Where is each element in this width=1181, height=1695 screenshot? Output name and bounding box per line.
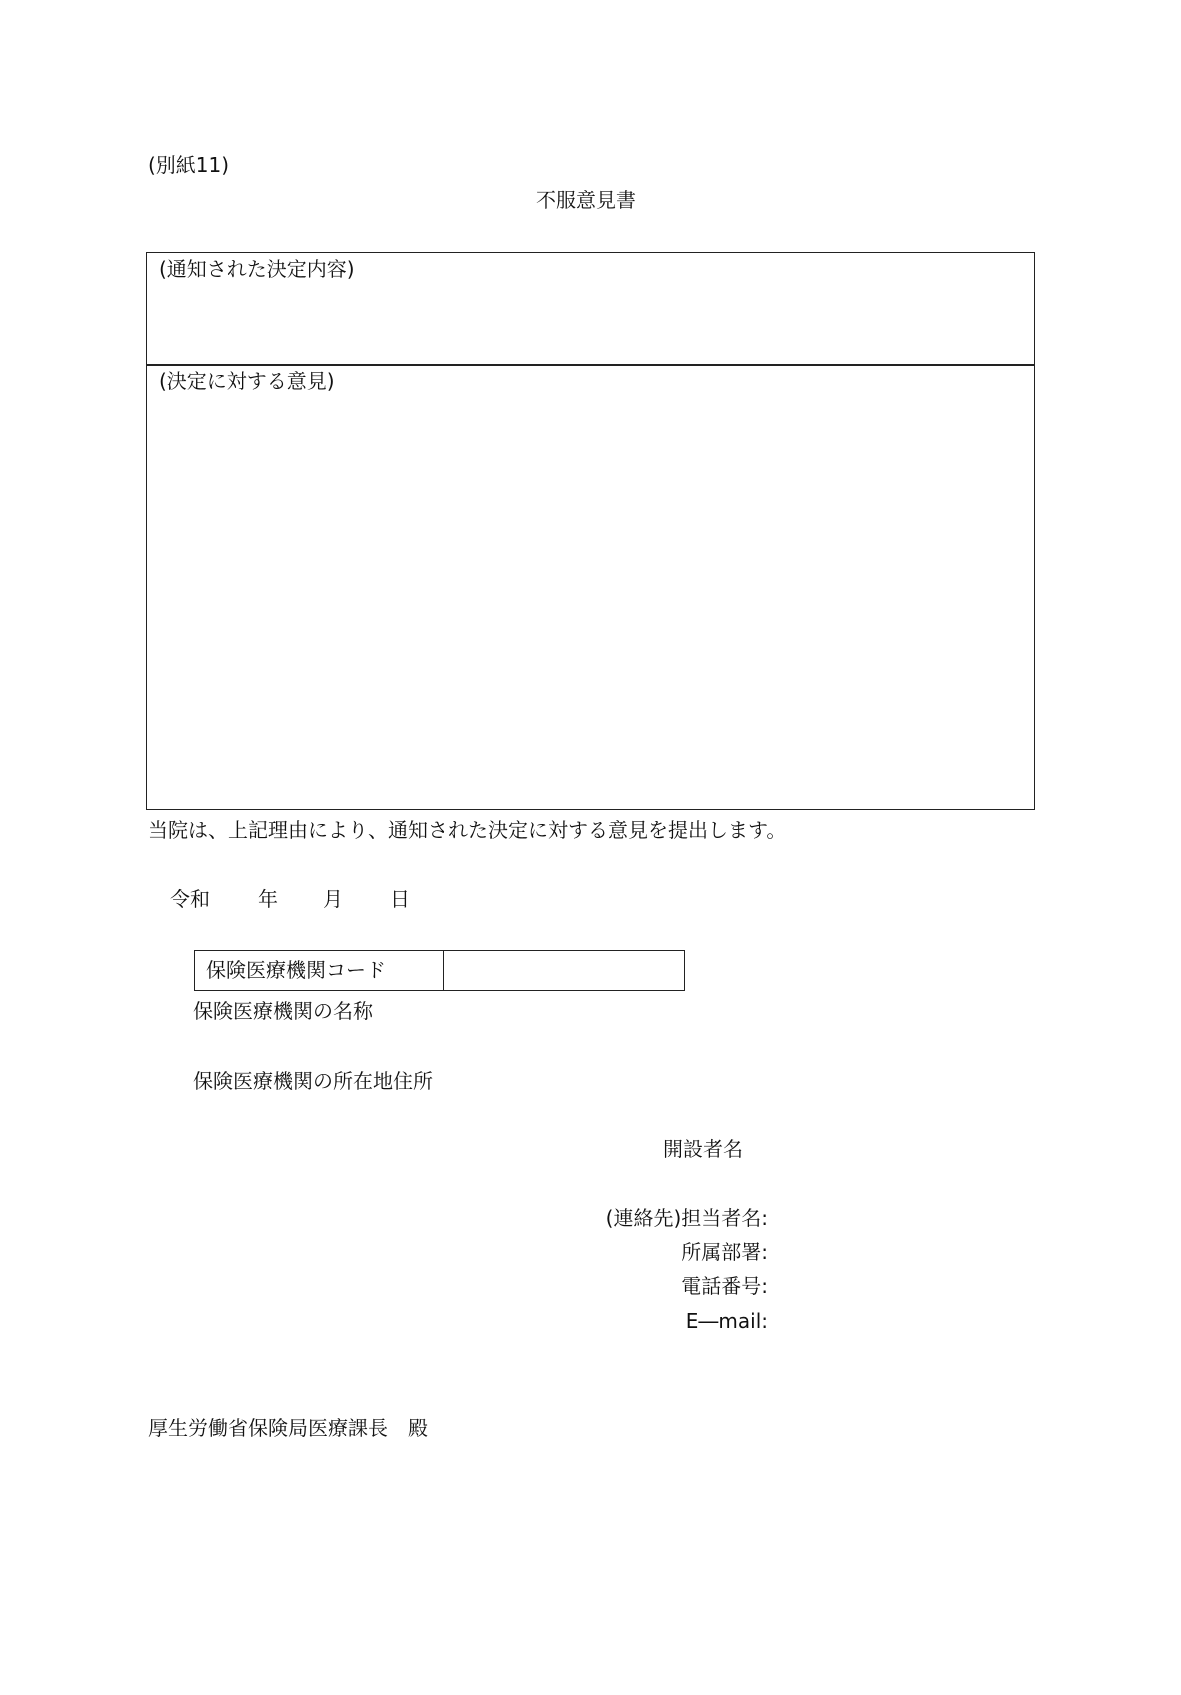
contact-phone-label: 電話番号: [681,1274,768,1298]
opinion-section-label: (決定に対する意見) [159,369,335,393]
notice-section-label: (通知された決定内容) [159,257,355,281]
contact-person-label: (連絡先)担当者名: [605,1206,768,1230]
attachment-label: (別紙11) [148,153,230,177]
date-year: 年 [258,887,278,911]
document-title: 不服意見書 [536,188,636,212]
opinion-section[interactable] [146,364,1035,810]
institution-code-label: 保険医療機関コード [195,951,444,990]
contact-email-label: E―mail: [685,1309,768,1333]
date-day: 日 [390,887,410,911]
institution-address-label: 保険医療機関の所在地住所 [193,1069,433,1093]
institution-code-field[interactable] [444,951,683,990]
date-month: 月 [323,887,343,911]
contact-department-label: 所属部署: [681,1240,768,1264]
date-era: 令和 [170,887,210,911]
addressee: 厚生労働省保険局医療課長 殿 [148,1416,428,1440]
institution-name-label: 保険医療機関の名称 [193,999,373,1023]
founder-label: 開設者名 [663,1137,743,1161]
declaration-text: 当院は、上記理由により、通知された決定に対する意見を提出します。 [148,818,787,842]
notice-section[interactable] [146,252,1035,366]
institution-code-table [194,950,685,991]
